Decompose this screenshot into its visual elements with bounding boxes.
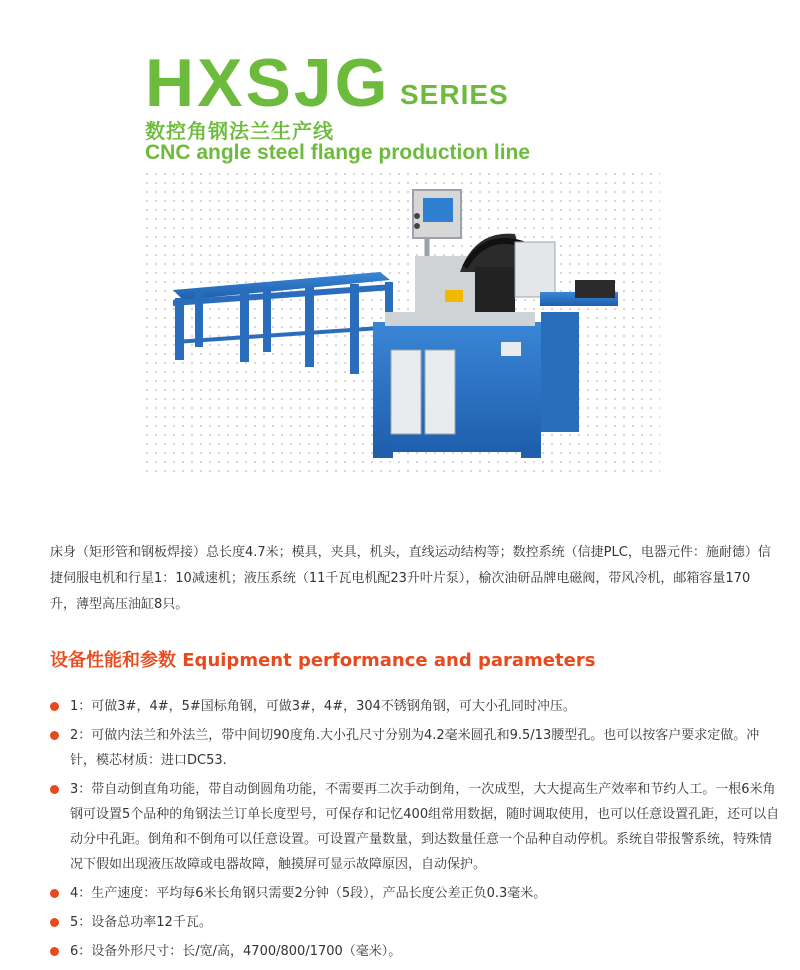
series-label: SERIES bbox=[400, 79, 509, 110]
red-dot-bullet-icon bbox=[50, 947, 59, 956]
spec-number: 5： bbox=[70, 915, 92, 930]
spec-list bbox=[50, 694, 780, 968]
list-item bbox=[50, 694, 780, 719]
brand-logo-text: HXSJG bbox=[145, 45, 391, 121]
section-heading: 设备性能和参数 Equipment performance and parameters bbox=[50, 650, 596, 671]
spec-number: 3： bbox=[70, 782, 92, 797]
spec-text: 带自动倒直角功能，带自动倒圆角功能，不需要再二次手动倒角，一次成型，大大提高生产效率和节约人工。一根6米角钢可设置5个品种的角钢法兰订单长度型号，可保存和记忆400组常用数据，随时调取使用，也可以任意设置孔距，还可以自动分中孔距。倒角和不倒角可以任意设置。可设置产量数量，到达数量任意一个品种自动停机。系统自带报警系统，特殊情况下假如出现液压故障或电器故障，触摸屏可显示故障原因，自动保护。 bbox=[70, 782, 780, 872]
red-dot-bullet-icon bbox=[50, 918, 59, 927]
spec-number: 2： bbox=[70, 728, 92, 743]
list-item bbox=[50, 910, 780, 935]
machine-illustration bbox=[145, 172, 660, 484]
red-dot-bullet-icon bbox=[50, 889, 59, 898]
red-dot-bullet-icon bbox=[50, 785, 59, 794]
list-item bbox=[50, 777, 780, 877]
equipment-description: 床身（矩形管和钢板焊接）总长度4.7米；模具，夹具，机头，直线运动结构等；数控系统（信捷PLC，电器元件：施耐德）信捷伺服电机和行星1：10减速机；液压系统（11千瓦电机配23升叶片泵），榆次油研品牌电磁阀，带风冷机，邮箱容量170升，薄型高压油缸8只。 bbox=[50, 545, 771, 612]
spec-text: 可做3#，4#，5#国标角钢，可做3#，4#，304不锈钢角钢，可大小孔同时冲压。 bbox=[91, 699, 576, 714]
machine-photo bbox=[145, 172, 660, 484]
spec-text: 可做内法兰和外法兰，带中间切90度角.大小孔尺寸分别为4.2毫米圆孔和9.5/13腰型孔。也可以按客户要求定做。冲针，模芯材质：进口DC53. bbox=[70, 728, 760, 768]
spec-text: 生产速度：平均每6米长角钢只需要2分钟（5段），产品长度公差正负0.3毫米。 bbox=[91, 886, 547, 901]
spec-text: 设备外形尺寸：长/宽/高，4700/800/1700（毫米）。 bbox=[91, 944, 402, 959]
spec-number: 6： bbox=[70, 944, 92, 959]
title-english: CNC angle steel flange production line bbox=[145, 141, 531, 164]
spec-text: 设备总功率12千瓦。 bbox=[91, 915, 212, 930]
list-item bbox=[50, 881, 780, 906]
list-item bbox=[50, 723, 780, 773]
spec-number: 4： bbox=[70, 886, 92, 901]
spec-number: 1： bbox=[70, 699, 92, 714]
red-dot-bullet-icon bbox=[50, 702, 59, 711]
title-chinese: 数控角钢法兰生产线 bbox=[145, 119, 334, 143]
list-item bbox=[50, 939, 780, 964]
red-dot-bullet-icon bbox=[50, 731, 59, 740]
